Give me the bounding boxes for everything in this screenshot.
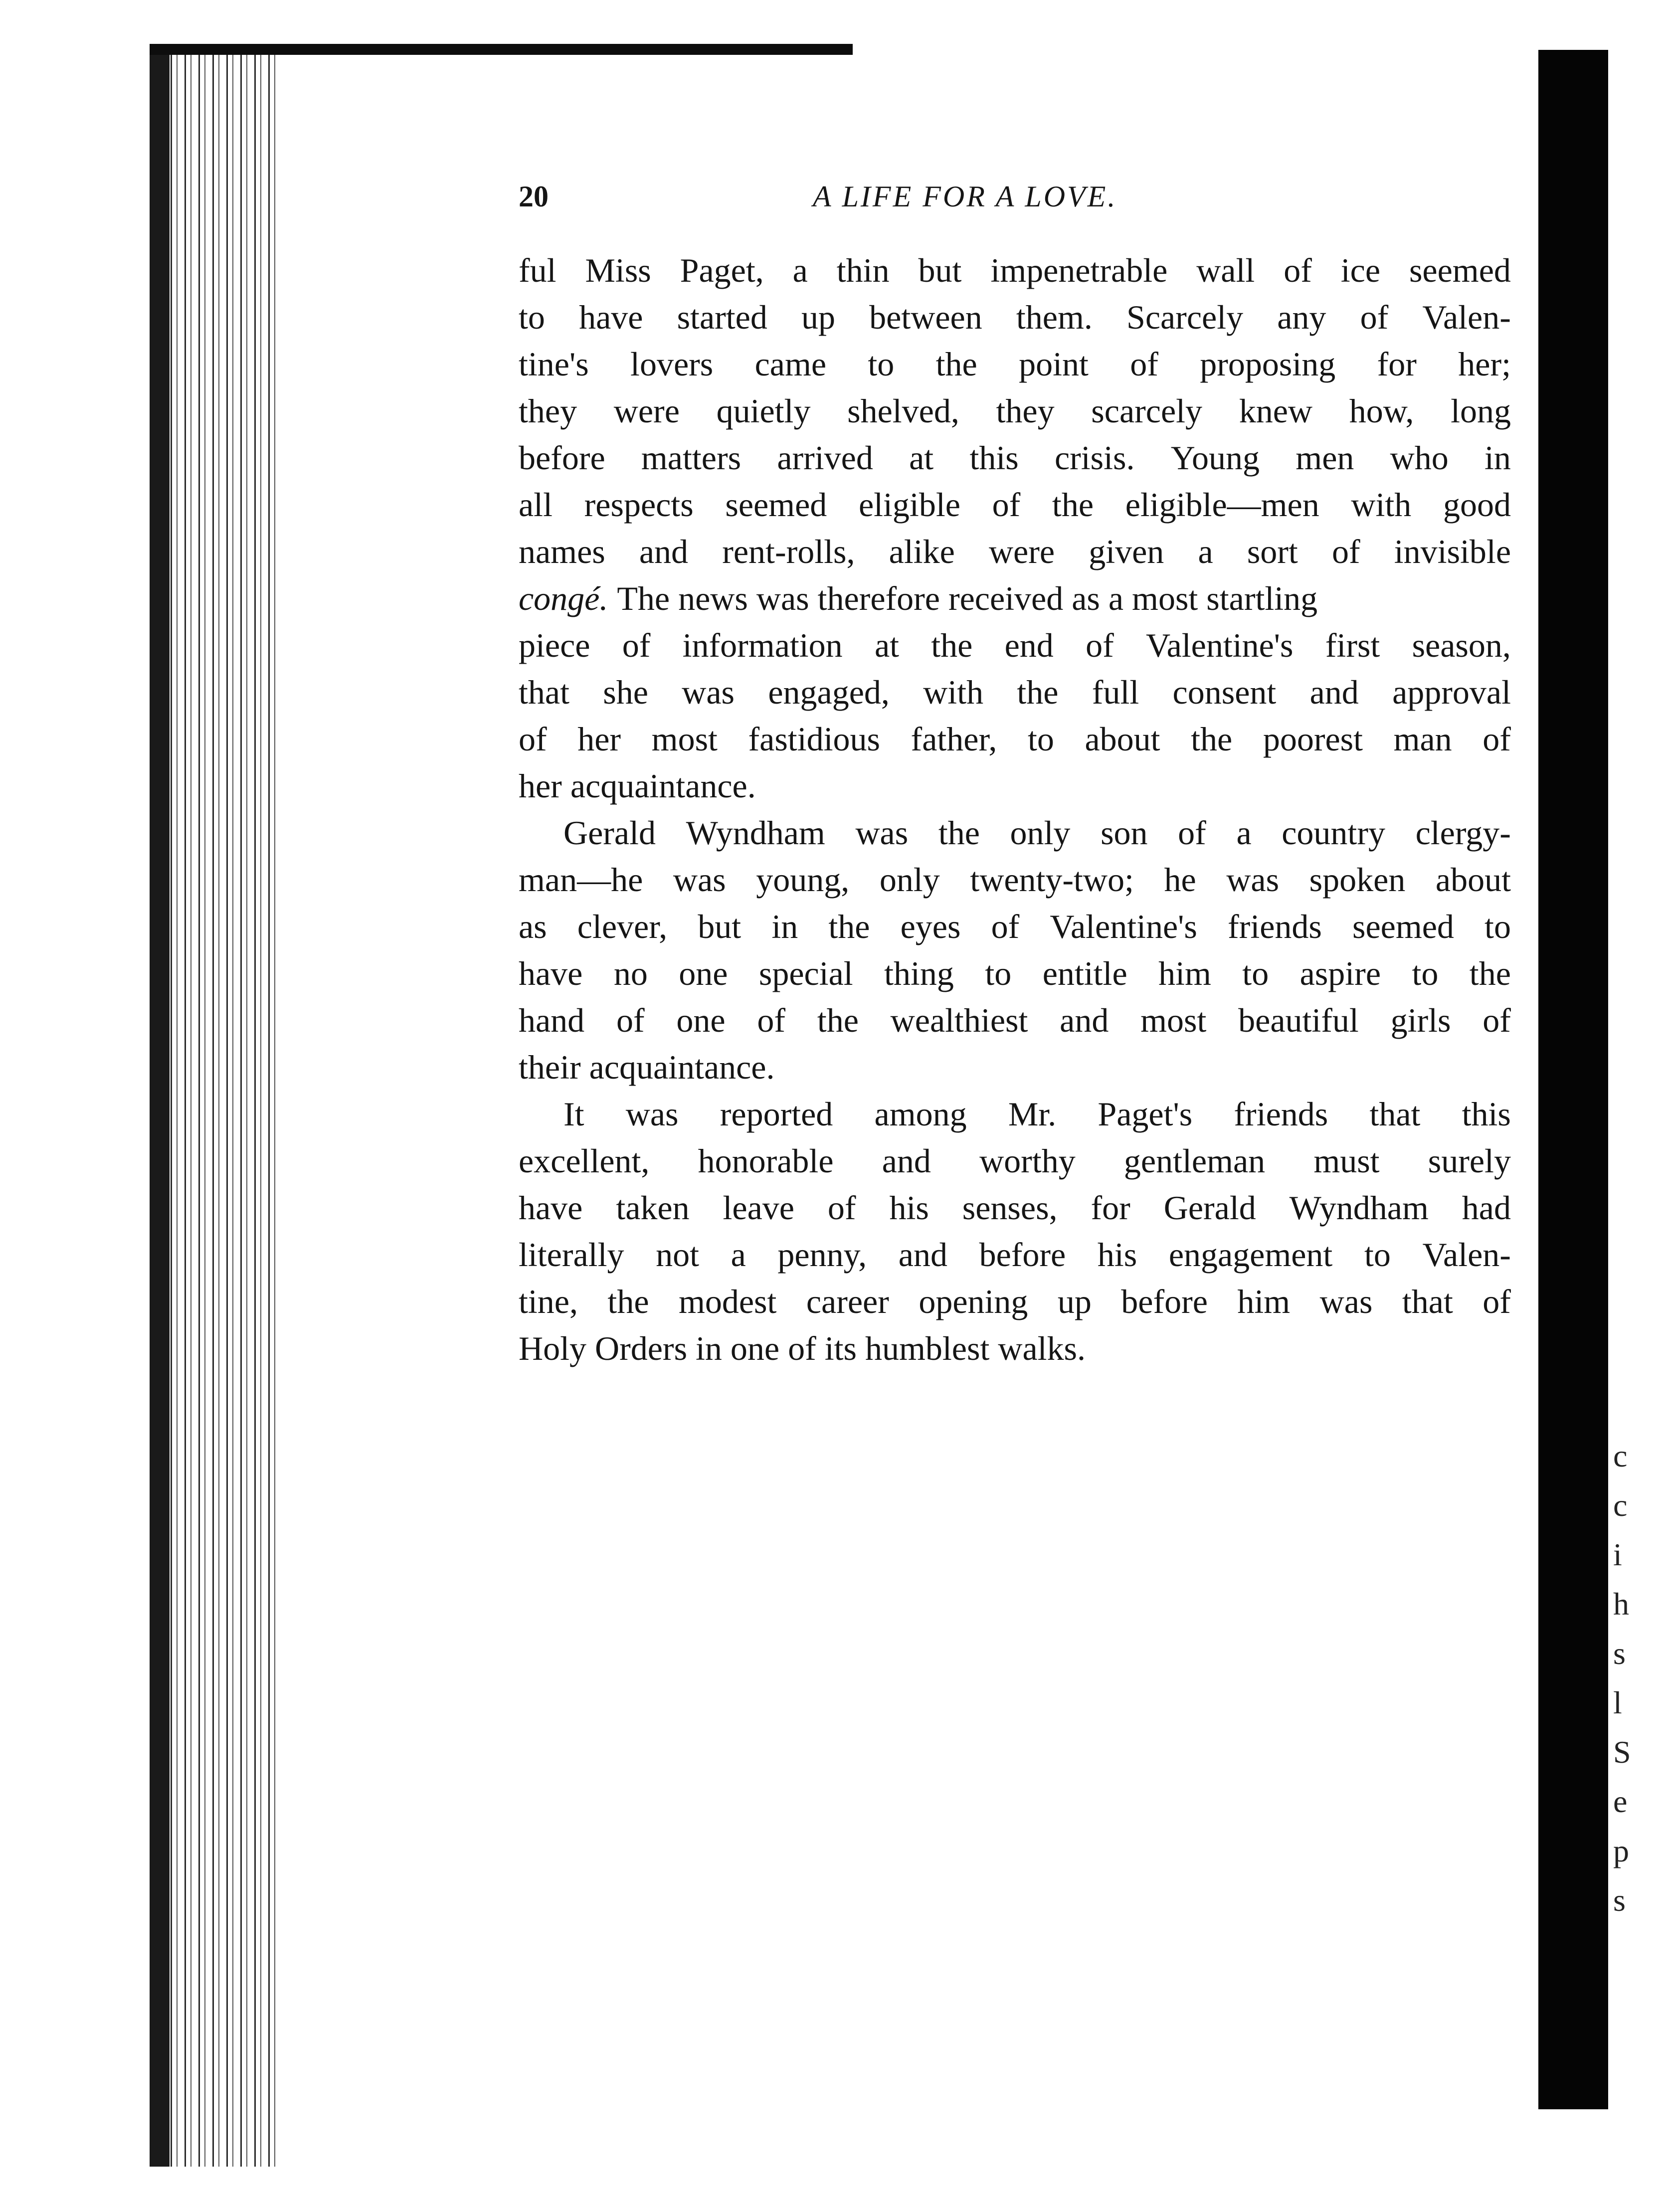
word: for	[1377, 345, 1417, 383]
word: of	[1284, 251, 1312, 289]
word: entitle	[1042, 954, 1127, 992]
running-head	[519, 180, 1511, 224]
word: the	[938, 814, 980, 852]
word: tine's	[519, 345, 589, 383]
word: Miss	[585, 251, 651, 289]
text-line	[519, 997, 1511, 1044]
word: must	[1313, 1142, 1380, 1180]
word: matters	[641, 439, 742, 477]
text-line	[519, 809, 1511, 856]
word: him	[1237, 1283, 1291, 1320]
word: a	[1198, 533, 1213, 570]
word: eyes	[900, 908, 961, 945]
word: his	[1097, 1236, 1137, 1274]
word: sort	[1247, 533, 1298, 570]
word: in	[1484, 439, 1511, 477]
word: approval	[1392, 673, 1511, 711]
word: worthy	[979, 1142, 1076, 1180]
word: leave	[723, 1189, 794, 1227]
word: wealthiest	[890, 1001, 1028, 1039]
paragraph-1	[519, 247, 1511, 809]
word: this	[969, 439, 1019, 477]
word: and	[882, 1142, 931, 1180]
word: literally	[519, 1236, 624, 1274]
word: season,	[1412, 626, 1511, 664]
word: of	[1483, 1001, 1511, 1039]
word: in	[771, 908, 798, 945]
word: about	[1085, 720, 1160, 758]
text-line: their acquaintance.	[519, 1048, 775, 1086]
text-line	[519, 1231, 1511, 1278]
word: for	[1091, 1189, 1130, 1227]
word: modest	[678, 1283, 777, 1320]
word: were	[988, 533, 1055, 570]
word: but	[698, 908, 742, 945]
word: full	[1092, 673, 1139, 711]
word: no	[613, 954, 648, 992]
word: alike	[889, 533, 955, 570]
word: friends	[1234, 1095, 1328, 1133]
word: of	[1331, 533, 1360, 570]
word: crisis.	[1054, 439, 1135, 477]
word: Valen-	[1422, 298, 1511, 336]
word: came	[754, 345, 827, 383]
word: the	[1191, 720, 1233, 758]
word: at	[909, 439, 934, 477]
word: most	[651, 720, 718, 758]
word: of	[757, 1001, 786, 1039]
word: this	[1462, 1095, 1511, 1133]
word: of	[1483, 720, 1511, 758]
fragment-char: i	[1613, 1537, 1622, 1572]
word: the	[828, 908, 870, 945]
word: most	[1140, 1001, 1207, 1039]
fragment-char: S	[1613, 1734, 1631, 1770]
text-line	[519, 950, 1511, 997]
word: reported	[720, 1095, 833, 1133]
word: fastidious	[748, 720, 880, 758]
text-line: her acquaintance.	[519, 767, 756, 805]
word: among	[874, 1095, 967, 1133]
word: respects	[584, 486, 694, 524]
running-title: A LIFE FOR A LOVE.	[813, 180, 1117, 213]
word: all	[519, 486, 553, 524]
word: to	[868, 345, 895, 383]
word: Gerald	[563, 814, 656, 852]
word: friends	[1228, 908, 1322, 945]
word: any	[1277, 298, 1326, 336]
word: son	[1101, 814, 1148, 852]
word: had	[1462, 1189, 1511, 1227]
word: aspire	[1299, 954, 1381, 992]
fragment-char: s	[1613, 1636, 1626, 1671]
text-line	[519, 341, 1511, 387]
word: wall	[1196, 251, 1255, 289]
word: and	[898, 1236, 947, 1274]
word: at	[874, 626, 900, 664]
word: of	[1483, 1283, 1511, 1320]
word: his	[889, 1189, 929, 1227]
word: Paget,	[680, 251, 764, 289]
fragment-char: l	[1613, 1685, 1622, 1720]
text-line	[519, 856, 1511, 903]
text-line	[519, 716, 1511, 762]
text-line: Holy Orders in one of its humblest walks.	[519, 1329, 1086, 1367]
word: to	[1364, 1236, 1391, 1274]
word: they	[996, 392, 1055, 430]
word: point	[1019, 345, 1089, 383]
word: have	[579, 298, 643, 336]
text-line	[519, 903, 1511, 950]
page-number: 20	[519, 180, 549, 213]
text-line	[519, 1278, 1511, 1325]
word: of	[991, 908, 1020, 945]
word: arrived	[777, 439, 873, 477]
word: engaged,	[768, 673, 890, 711]
word: Young	[1170, 439, 1260, 477]
fragment-char: s	[1613, 1882, 1626, 1918]
text-line	[519, 1137, 1511, 1184]
word: eligible—men	[1125, 486, 1319, 524]
word: proposing	[1200, 345, 1336, 383]
word: one	[676, 1001, 726, 1039]
word: man	[1393, 720, 1452, 758]
word: was	[682, 673, 735, 711]
fragment-char: e	[1613, 1784, 1628, 1819]
word: who	[1390, 439, 1449, 477]
text-line	[519, 247, 1511, 294]
word: seemed	[1409, 251, 1511, 289]
word: impenetrable	[990, 251, 1168, 289]
word: honorable	[698, 1142, 834, 1180]
word: young,	[756, 861, 850, 899]
word: Valentine's	[1050, 908, 1197, 945]
text-line	[519, 387, 1511, 434]
text-line	[519, 294, 1511, 341]
word: It	[563, 1095, 584, 1133]
word: not	[656, 1236, 699, 1274]
word: only	[879, 861, 940, 899]
word: before	[519, 439, 605, 477]
word: her;	[1458, 345, 1511, 383]
fragment-char: p	[1613, 1833, 1629, 1868]
word: end	[1004, 626, 1054, 664]
word: of	[1360, 298, 1389, 336]
word: the	[1469, 954, 1511, 992]
fragment-char: c	[1613, 1487, 1628, 1523]
word: Scarcely	[1126, 298, 1244, 336]
word: names	[519, 533, 605, 570]
word: spoken	[1309, 861, 1406, 899]
word: that	[519, 673, 569, 711]
word: gentleman	[1123, 1142, 1266, 1180]
word: before	[1121, 1283, 1208, 1320]
word: and	[1309, 673, 1359, 711]
word: thin	[836, 251, 890, 289]
word: Valentine's	[1146, 626, 1294, 664]
word: have	[519, 1189, 583, 1227]
word: a	[792, 251, 808, 289]
paragraph-3	[519, 1091, 1511, 1372]
fragment-char: c	[1613, 1438, 1628, 1474]
word: to	[1242, 954, 1269, 992]
word: of	[1130, 345, 1158, 383]
fragment-char: h	[1613, 1586, 1629, 1622]
word: man—he	[519, 861, 643, 899]
word: clergy-	[1415, 814, 1511, 852]
text-line	[519, 622, 1511, 669]
word: invisible	[1394, 533, 1511, 570]
word: a	[1236, 814, 1252, 852]
word: how,	[1349, 392, 1414, 430]
word: was	[1319, 1283, 1373, 1320]
word: was	[855, 814, 909, 852]
word: rent-rolls,	[722, 533, 855, 570]
text-line	[519, 669, 1511, 716]
top-edge-rule	[150, 44, 853, 55]
word: Wyndham	[686, 814, 825, 852]
word: knew	[1239, 392, 1313, 430]
word: shelved,	[847, 392, 959, 430]
word: seemed	[725, 486, 827, 524]
word: have	[519, 954, 583, 992]
word: hand	[519, 1001, 585, 1039]
word: excellent,	[519, 1142, 650, 1180]
word: before	[979, 1236, 1066, 1274]
text-line	[519, 1184, 1511, 1231]
word: penny,	[777, 1236, 867, 1274]
word: of	[616, 1001, 645, 1039]
word: career	[806, 1283, 889, 1320]
word: with	[923, 673, 984, 711]
word: Wyndham	[1289, 1189, 1429, 1227]
italic-word: congé.	[519, 579, 608, 617]
word: ice	[1340, 251, 1381, 289]
word: consent	[1172, 673, 1277, 711]
word: Gerald	[1163, 1189, 1256, 1227]
word: special	[758, 954, 853, 992]
word: twenty-two;	[970, 861, 1134, 899]
word: of	[827, 1189, 856, 1227]
text-line	[519, 528, 1511, 575]
word: was	[673, 861, 726, 899]
word: he	[1164, 861, 1196, 899]
word: opening	[919, 1283, 1028, 1320]
word: Mr.	[1008, 1095, 1057, 1133]
word: given	[1089, 533, 1164, 570]
word: quietly	[716, 392, 811, 430]
word: him	[1158, 954, 1211, 992]
word: information	[682, 626, 843, 664]
word: she	[603, 673, 648, 711]
text-line	[519, 1091, 1511, 1137]
word: to	[1412, 954, 1439, 992]
word: of	[1178, 814, 1206, 852]
word: up	[801, 298, 836, 336]
word: only	[1010, 814, 1071, 852]
word: her	[577, 720, 621, 758]
word: but	[918, 251, 962, 289]
word: clever,	[577, 908, 668, 945]
word: girls	[1390, 1001, 1451, 1039]
word: to	[519, 298, 545, 336]
word: a	[731, 1236, 746, 1274]
text-line: congé. The news was therefore received as a most startling	[519, 575, 1511, 622]
word: ful	[519, 251, 556, 289]
word: one	[679, 954, 728, 992]
word: Paget's	[1098, 1095, 1193, 1133]
word: the	[1017, 673, 1059, 711]
word: surely	[1428, 1142, 1511, 1180]
word: and	[1060, 1001, 1109, 1039]
word: started	[677, 298, 767, 336]
word: tine,	[519, 1283, 578, 1320]
word: to	[985, 954, 1012, 992]
word: them.	[1016, 298, 1093, 336]
body-text	[519, 247, 1511, 1372]
word: were	[613, 392, 680, 430]
word: engagement	[1168, 1236, 1333, 1274]
word: of	[622, 626, 651, 664]
word: poorest	[1263, 720, 1363, 758]
word: Valen-	[1422, 1236, 1511, 1274]
text-line	[519, 434, 1511, 481]
word: that	[1402, 1283, 1453, 1320]
word: with	[1351, 486, 1412, 524]
word: the	[1052, 486, 1094, 524]
word: beautiful	[1238, 1001, 1359, 1039]
paragraph-2	[519, 809, 1511, 1091]
word: good	[1443, 486, 1511, 524]
word: of	[1086, 626, 1114, 664]
word: the	[607, 1283, 649, 1320]
word: thing	[884, 954, 954, 992]
word: and	[639, 533, 689, 570]
word: the	[931, 626, 973, 664]
next-page-fragment	[1613, 1431, 1663, 1925]
word: between	[869, 298, 982, 336]
word: up	[1057, 1283, 1092, 1320]
word: they	[519, 392, 577, 430]
word: scarcely	[1091, 392, 1203, 430]
word: as	[519, 908, 547, 945]
word: the	[935, 345, 977, 383]
next-page-edge	[1538, 50, 1608, 2109]
word: senses,	[962, 1189, 1058, 1227]
word: men	[1296, 439, 1354, 477]
word: taken	[616, 1189, 690, 1227]
word: of	[992, 486, 1021, 524]
word: the	[817, 1001, 859, 1039]
word: of	[519, 720, 547, 758]
word: father,	[911, 720, 997, 758]
word: lovers	[630, 345, 714, 383]
word: that	[1369, 1095, 1421, 1133]
word: eligible	[858, 486, 960, 524]
word: piece	[519, 626, 590, 664]
book-spine-shadow	[150, 47, 170, 2167]
word: was	[1226, 861, 1280, 899]
word: was	[625, 1095, 679, 1133]
word: about	[1435, 861, 1511, 899]
word: country	[1282, 814, 1385, 852]
text-line	[519, 481, 1511, 528]
word: to	[1027, 720, 1054, 758]
word: seemed	[1352, 908, 1454, 945]
word: to	[1484, 908, 1511, 945]
word: long	[1451, 392, 1511, 430]
word: first	[1325, 626, 1380, 664]
